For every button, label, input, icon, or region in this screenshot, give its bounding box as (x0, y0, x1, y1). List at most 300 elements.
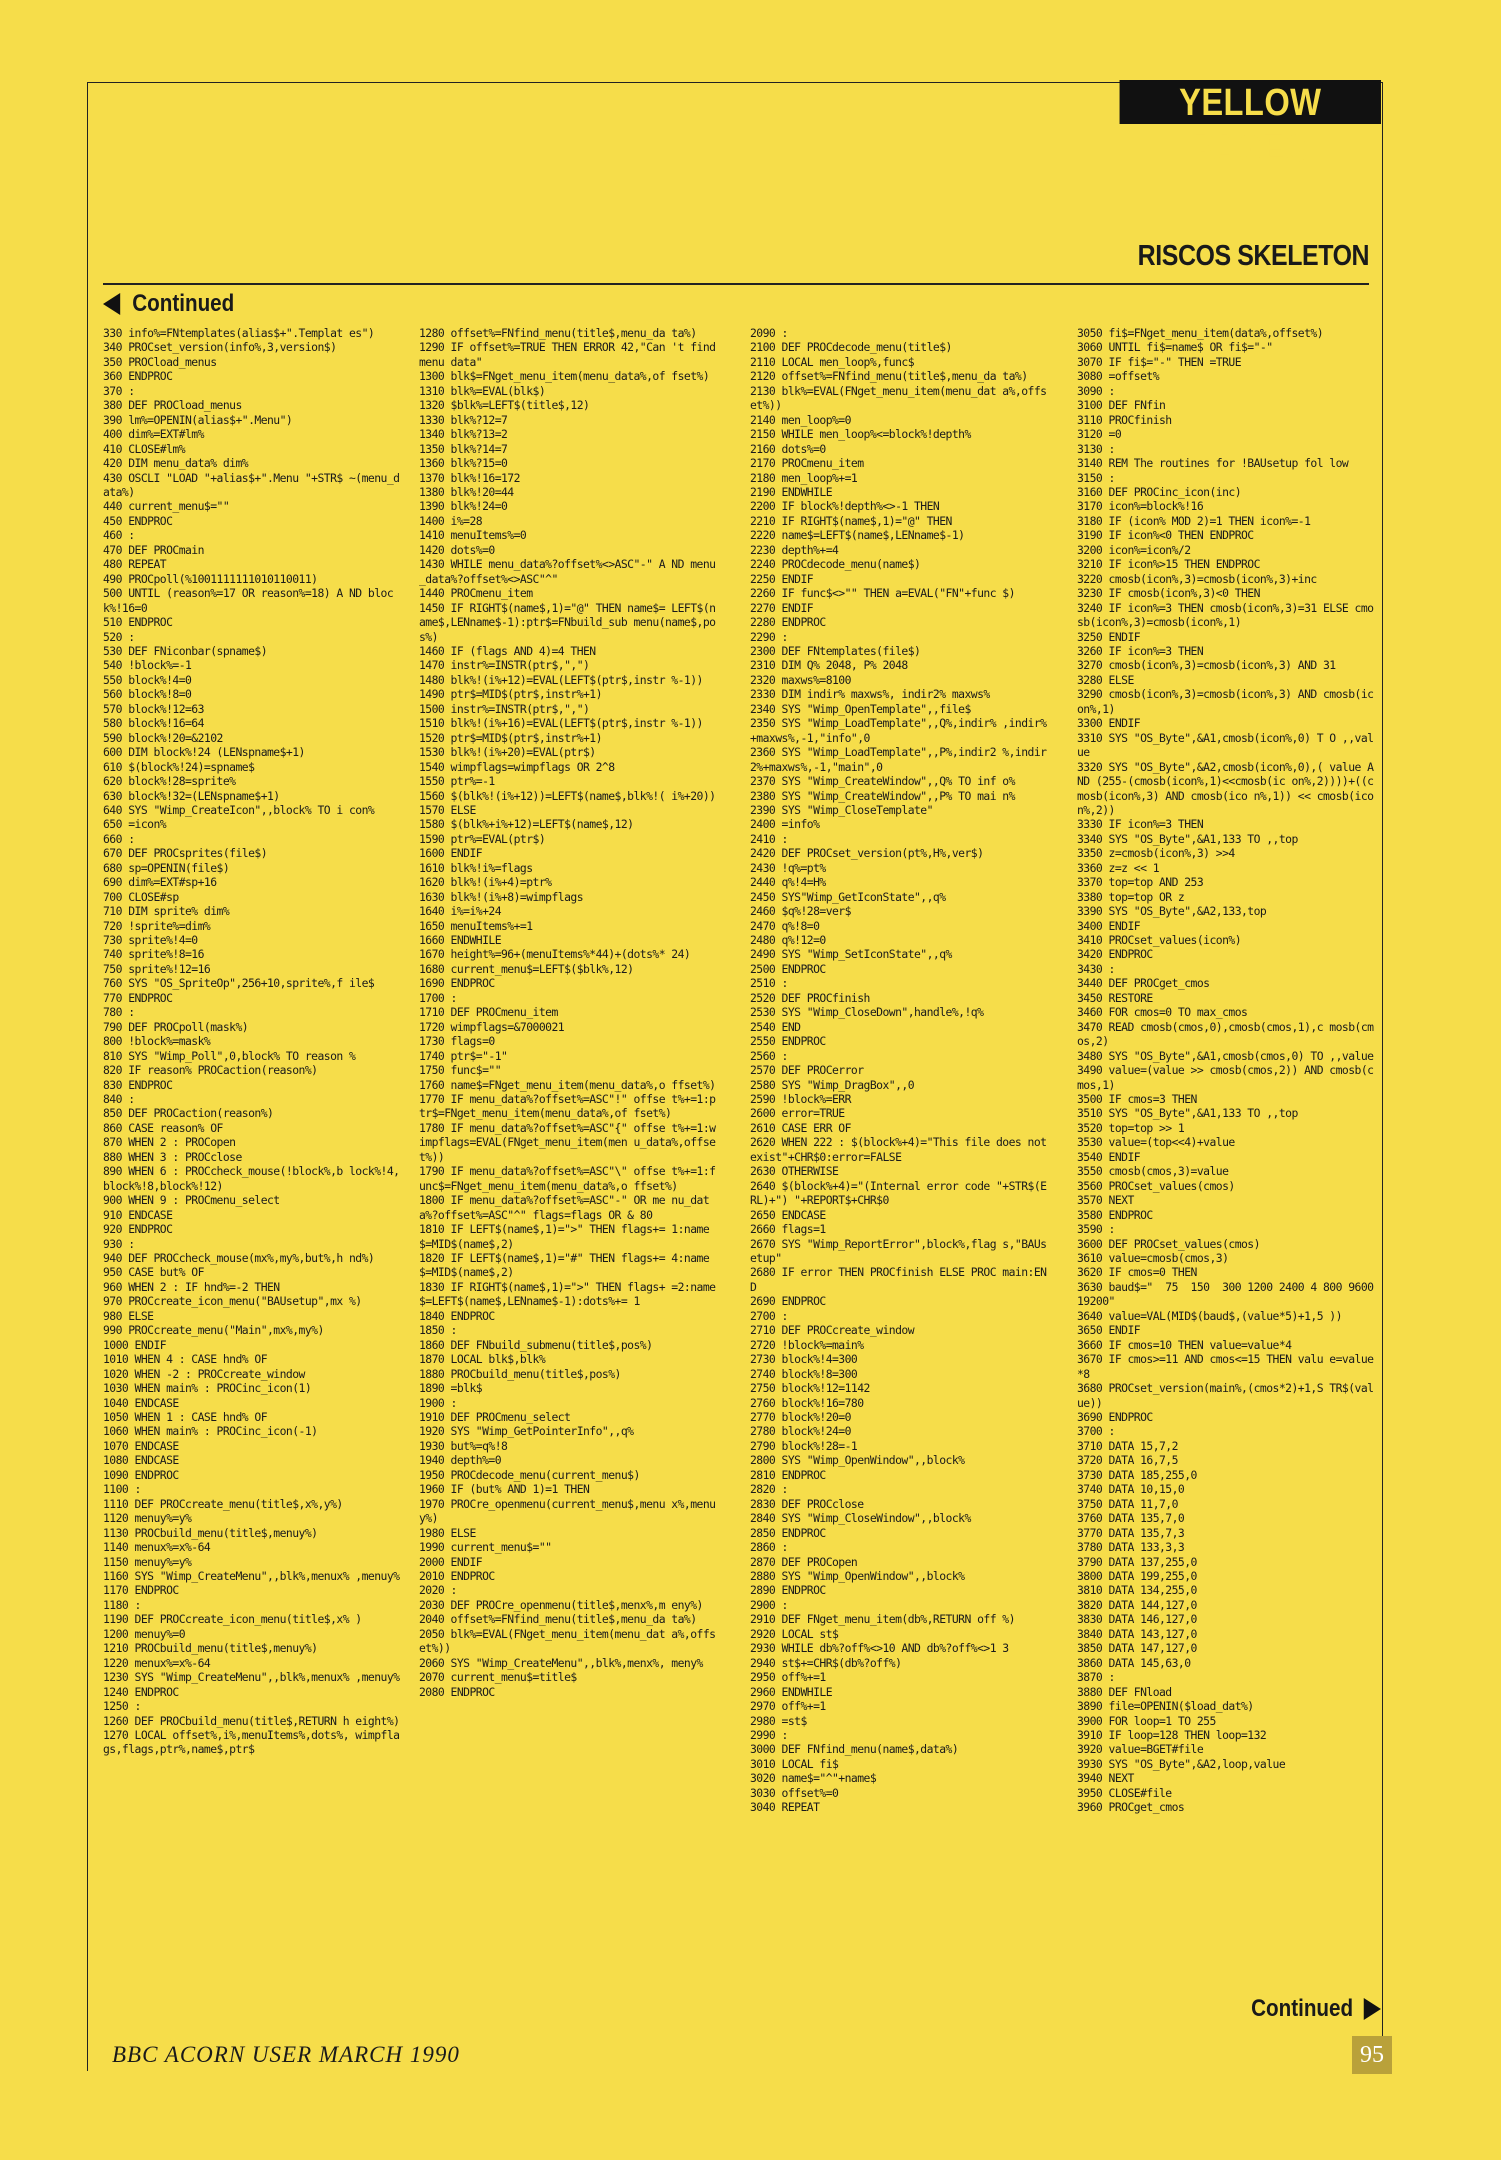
code-line: 1250 : (103, 1699, 141, 1714)
code-line: 2450 SYS"Wimp_GetIconState",,q% (750, 889, 946, 904)
code-line: 1330 blk%?12=7 (419, 412, 508, 427)
code-line: 3540 ENDIF (1077, 1149, 1141, 1164)
code-line: 3320 SYS "OS_Byte",&A2,cmosb(icon%,0),( value AND (255-(cmosb(icon%,1)<<cmosb(ic on%,2))))+((cmosb(icon%,3) AND cmosb(ico n%,1)) << cmosb(icon%,2)) (1077, 759, 1374, 817)
code-line: 1340 blk%?13=2 (419, 427, 508, 442)
code-line: 2220 name$=LEFT$(name$,LENname$-1) (750, 528, 965, 543)
code-line: 1350 blk%?14=7 (419, 441, 508, 456)
code-line: 3480 SYS "OS_Byte",&A1,cmosb(cmos,0) TO ,,value (1077, 1048, 1374, 1063)
code-line: 470 DEF PROCmain (103, 542, 204, 557)
code-line: 990 PROCcreate_menu("Main",mx%,my%) (103, 1323, 324, 1338)
code-line: 2960 ENDWHILE (750, 1684, 833, 1699)
code-line: 3560 PROCset_values(cmos) (1077, 1178, 1235, 1193)
code-line: 3210 IF icon%>15 THEN ENDPROC (1077, 557, 1260, 572)
code-line: 2810 ENDPROC (750, 1467, 826, 1482)
code-line: 1470 instr%=INSTR(ptr$,",") (419, 658, 590, 673)
code-line: 3750 DATA 11,7,0 (1077, 1496, 1178, 1511)
code-line: 3600 DEF PROCset_values(cmos) (1077, 1236, 1260, 1251)
continued-footer (1251, 1995, 1381, 2023)
code-line: 1020 WHEN -2 : PROCcreate_window (103, 1366, 305, 1381)
article-title: RISCOS SKELETON (1137, 240, 1369, 272)
code-line: 3550 cmosb(cmos,3)=value (1077, 1164, 1229, 1179)
code-line: 460 : (103, 528, 135, 543)
code-line: 1190 DEF PROCcreate_icon_menu(title$,x% ) (103, 1612, 362, 1627)
code-line: 1530 blk%!(i%+20)=EVAL(ptr$) (419, 745, 596, 760)
code-line: 3460 FOR cmos=0 TO max_cmos (1077, 1005, 1248, 1020)
code-line: 3520 top=top >> 1 (1077, 1120, 1185, 1135)
code-line: 2020 : (419, 1583, 457, 1598)
code-line: 1390 blk%!24=0 (419, 499, 508, 514)
code-line: 2780 block%!24=0 (750, 1424, 851, 1439)
code-line: 3250 ENDIF (1077, 629, 1141, 644)
code-line: 3510 SYS "OS_Byte",&A1,133 TO ,,top (1077, 1106, 1298, 1121)
code-line: 3960 PROCget_cmos (1077, 1800, 1185, 1815)
code-line: 2620 WHEN 222 : $(block%+4)="This file does not exist"+CHR$0:error=FALSE (750, 1135, 1053, 1164)
code-line: 3530 value=(top<<4)+value (1077, 1135, 1235, 1150)
code-line: 2680 IF error THEN PROCfinish ELSE PROC main:END (750, 1265, 1047, 1294)
code-line: 3860 DATA 145,63,0 (1077, 1655, 1191, 1670)
code-line: 940 DEF PROCcheck_mouse(mx%,my%,but%,h nd%) (103, 1251, 375, 1265)
code-line: 770 ENDPROC (103, 990, 173, 1005)
code-line: 2650 ENDCASE (750, 1207, 826, 1222)
code-line: 1070 ENDCASE (103, 1438, 179, 1453)
code-line: 440 current_menu$="" (103, 499, 230, 514)
page-number: 95 (1352, 2036, 1392, 2074)
code-line: 2670 SYS "Wimp_ReportError",block%,flag s,"BAUsetup" (750, 1236, 1047, 1265)
code-line: 1980 ELSE (419, 1525, 476, 1540)
code-line: 1300 blk$=FNget_menu_item(menu_data%,of fset%) (419, 369, 710, 384)
code-line: 2050 blk%=EVAL(FNget_menu_item(menu_dat a%,offset%)) (419, 1626, 716, 1656)
code-line: 1050 WHEN 1 : CASE hnd% OF (103, 1409, 268, 1424)
code-line: 2900 : (750, 1597, 788, 1612)
code-line: 2560 : (750, 1048, 788, 1063)
code-line: 540 !block%=-1 (103, 658, 192, 673)
code-line: 3130 : (1077, 441, 1115, 456)
code-line: 1480 blk%!(i%+12)=EVAL(LEFT$(ptr$,instr %-1)) (419, 672, 703, 687)
code-line: 2100 DEF PROCdecode_menu(title$) (750, 340, 952, 355)
code-line: 1770 IF menu_data%?offset%=ASC"!" offse t%+=1:ptr$=FNget_menu_item(menu_data%,of fset%) (419, 1092, 716, 1121)
code-line: 1140 menux%=x%-64 (103, 1540, 211, 1555)
code-line: 370 : (103, 383, 135, 398)
code-line: 3580 ENDPROC (1077, 1207, 1153, 1222)
code-line: 2090 : (750, 326, 788, 340)
code-line: 3300 ENDIF (1077, 716, 1141, 731)
code-line: 3690 ENDPROC (1077, 1409, 1153, 1424)
code-line: 2350 SYS "Wimp_LoadTemplate",,Q%,indir% ,indir%+maxws%,-1,"info",0 (750, 716, 1047, 745)
code-line: 2330 DIM indir% maxws%, indir2% maxws% (750, 687, 990, 702)
code-line: 3230 IF cmosb(icon%,3)<0 THEN (1077, 586, 1260, 601)
code-line: 360 ENDPROC (103, 369, 173, 384)
code-line: 2380 SYS "Wimp_CreateWindow",,P% TO mai n% (750, 788, 1015, 803)
code-line: 2590 !block%=ERR (750, 1092, 851, 1107)
code-column-3 (750, 326, 1053, 2016)
code-line: 3100 DEF FNfin (1077, 398, 1166, 413)
code-line: 2410 : (750, 831, 788, 846)
code-line: 3060 UNTIL fi$=name$ OR fi$="-" (1077, 340, 1273, 355)
code-line: 2060 SYS "Wimp_CreateMenu",,blk%,menx%, meny% (419, 1655, 703, 1670)
code-line: 2600 error=TRUE (750, 1106, 845, 1121)
code-line: 3810 DATA 134,255,0 (1077, 1583, 1197, 1598)
code-line: 2540 END (750, 1019, 801, 1034)
code-line: 790 DEF PROCpoll(mask%) (103, 1019, 249, 1034)
code-line: 1910 DEF PROCmenu_select (419, 1409, 571, 1424)
code-line: 1290 IF offset%=TRUE THEN ERROR 42,"Can 't find menu data" (419, 340, 722, 369)
code-line: 1920 SYS "Wimp_GetPointerInfo",,q% (419, 1424, 634, 1439)
code-line: 2940 st$+=CHR$(db%?off%) (750, 1655, 902, 1670)
code-line: 3630 baud$=" 75 150 300 1200 2400 4 800 960019200" (1077, 1279, 1374, 1309)
code-line: 1310 blk%=EVAL(blk$) (419, 383, 546, 398)
code-line: 1830 IF RIGHT$(name$,1)=">" THEN flags+ =2:name$=LEFT$(name$,LENname$-1):dots%+= 1 (419, 1279, 716, 1309)
code-line: 3700 : (1077, 1424, 1115, 1439)
code-line: 3870 : (1077, 1670, 1115, 1685)
code-line: 1690 ENDPROC (419, 976, 495, 991)
code-line: 740 sprite%!8=16 (103, 947, 204, 962)
code-line: 720 !sprite%=dim% (103, 918, 211, 933)
code-line: 2360 SYS "Wimp_LoadTemplate",,P%,indir2 %,indir2%+maxws%,-1,"main",0 (750, 745, 1047, 774)
code-line: 2400 =info% (750, 817, 820, 832)
code-line: 1500 instr%=INSTR(ptr$,",") (419, 701, 590, 716)
code-line: 3030 offset%=0 (750, 1785, 839, 1800)
code-line: 820 IF reason% PROCaction(reason%) (103, 1063, 318, 1078)
code-line: 590 block%!20=&2102 (103, 730, 223, 745)
code-line: 3840 DATA 143,127,0 (1077, 1626, 1197, 1641)
code-line: 1700 : (419, 990, 457, 1005)
code-line: 2580 SYS "Wimp_DragBox",,0 (750, 1077, 915, 1092)
code-line: 3040 REPEAT (750, 1800, 820, 1815)
right-arrow-icon (1364, 1998, 1381, 2020)
code-line: 3620 IF cmos=0 THEN (1077, 1265, 1197, 1280)
code-line: 860 CASE reason% OF (103, 1120, 223, 1135)
code-line: 750 sprite%!12=16 (103, 961, 211, 976)
code-line: 1540 wimpflags=wimpflags OR 2^8 (419, 759, 615, 774)
code-line: 2850 ENDPROC (750, 1525, 826, 1540)
code-line: 3140 REM The routines for !BAUsetup fol low (1077, 456, 1349, 471)
code-line: 2030 DEF PROCre_openmenu(title$,menx%,m eny%) (419, 1597, 703, 1612)
code-line: 2310 DIM Q% 2048, P% 2048 (750, 658, 908, 673)
code-line: 3650 ENDIF (1077, 1323, 1141, 1338)
code-line: 2130 blk%=EVAL(FNget_menu_item(menu_dat a%,offset%)) (750, 383, 1047, 413)
code-line: 3160 DEF PROCinc_icon(inc) (1077, 484, 1242, 499)
code-line: 880 WHEN 3 : PROCclose (103, 1149, 242, 1164)
code-line: 2110 LOCAL men_loop%,func$ (750, 354, 915, 369)
code-line: 3390 SYS "OS_Byte",&A2,133,top (1077, 904, 1267, 919)
code-line: 2210 IF RIGHT$(name$,1)="@" THEN (750, 513, 952, 528)
code-line: 3730 DATA 185,255,0 (1077, 1467, 1197, 1482)
code-column-1 (103, 326, 403, 2016)
code-line: 970 PROCcreate_icon_menu("BAUsetup",mx %) (103, 1294, 362, 1309)
code-line: 610 $(block%!24)=spname$ (103, 759, 255, 774)
code-line: 330 info%=FNtemplates(alias$+".Templat es") (103, 326, 375, 340)
code-line: 580 block%!16=64 (103, 716, 204, 731)
code-line: 2230 depth%+=4 (750, 542, 839, 557)
code-line: 3410 PROCset_values(icon%) (1077, 933, 1242, 948)
code-line: 2570 DEF PROCerror (750, 1063, 864, 1078)
code-line: 3610 value=cmosb(cmos,3) (1077, 1251, 1229, 1265)
code-line: 2040 offset%=FNfind_menu(title$,menu_da ta%) (419, 1612, 697, 1627)
code-line: 3910 IF loop=128 THEN loop=132 (1077, 1727, 1267, 1742)
code-line: 3770 DATA 135,7,3 (1077, 1525, 1185, 1540)
code-line: 1030 WHEN main% : PROCinc_icon(1) (103, 1381, 312, 1396)
code-line: 1880 PROCbuild_menu(title$,pos%) (419, 1366, 621, 1381)
code-line: 2080 ENDPROC (419, 1684, 495, 1699)
code-line: 1170 ENDPROC (103, 1583, 179, 1598)
code-line: 1100 : (103, 1482, 141, 1497)
code-line: 3020 name$="^"+name$ (750, 1771, 877, 1786)
code-line: 430 OSCLI "LOAD "+alias$+".Menu "+STR$ ~(menu_data%) (103, 470, 400, 499)
code-line: 2270 ENDIF (750, 600, 814, 615)
code-line: 1520 ptr$=MID$(ptr$,instr%+1) (419, 730, 602, 745)
code-line: 3640 value=VAL(MID$(baud$,(value*5)+1,5 )) (1077, 1308, 1342, 1323)
code-line: 3890 file=OPENIN($load_dat%) (1077, 1699, 1254, 1714)
code-line: 2260 IF func$<>"" THEN a=EVAL("FN"+func $) (750, 586, 1015, 601)
code-line: 2460 $q%!28=ver$ (750, 904, 851, 919)
code-line: 2070 current_menu$=title$ (419, 1670, 577, 1685)
code-line: 3570 NEXT (1077, 1193, 1134, 1208)
code-line: 810 SYS "Wimp_Poll",0,block% TO reason % (103, 1048, 356, 1063)
code-line: 550 block%!4=0 (103, 672, 192, 687)
code-line: 1380 blk%!20=44 (419, 484, 514, 499)
code-line: 1260 DEF PROCbuild_menu(title$,RETURN h eight%) (103, 1713, 400, 1728)
code-line: 1970 PROCre_openmenu(current_menu$,menu x%,menuy%) (419, 1496, 716, 1526)
code-line: 3490 value=(value >> cmosb(cmos,2)) AND cmosb(cmos,1) (1077, 1063, 1374, 1092)
code-line: 2730 block%!4=300 (750, 1352, 858, 1367)
code-line: 3720 DATA 16,7,5 (1077, 1453, 1178, 1468)
code-line: 2990 : (750, 1727, 788, 1742)
code-line: 1110 DEF PROCcreate_menu(title$,x%,y%) (103, 1496, 343, 1511)
code-line: 410 CLOSE#lm% (103, 441, 186, 456)
code-line: 2640 $(block%+4)="(Internal error code "+STR$(ERL)+") "+REPORT$+CHR$0 (750, 1178, 1047, 1208)
code-line: 3070 IF fi$="-" THEN =TRUE (1077, 354, 1242, 369)
code-line: 760 SYS "OS_SpriteOp",256+10,sprite%,f ile$ (103, 976, 375, 991)
code-line: 2610 CASE ERR OF (750, 1120, 851, 1135)
code-line: 1440 PROCmenu_item (419, 586, 533, 601)
section-banner: YELLOW PAGES (1120, 80, 1381, 124)
code-line: 3920 value=BGET#file (1077, 1742, 1204, 1757)
code-line: 800 !block%=mask% (103, 1034, 211, 1049)
code-line: 1780 IF menu_data%?offset%=ASC"{" offse t%+=1:wimpflags=EVAL(FNget_menu_item(men u_data%,offset%)) (419, 1120, 716, 1164)
code-line: 3370 top=top AND 253 (1077, 875, 1204, 890)
code-line: 340 PROCset_version(info%,3,version$) (103, 340, 337, 355)
code-line: 3290 cmosb(icon%,3)=cmosb(icon%,3) AND cmosb(icon%,1) (1077, 687, 1374, 716)
code-line: 890 WHEN 6 : PROCcheck_mouse(!block%,b lock%!4,block%!8,block%!12) (103, 1164, 400, 1193)
code-line: 2830 DEF PROCclose (750, 1496, 864, 1511)
code-line: 490 PROCpoll(%1001111111010110011) (103, 571, 318, 586)
code-line: 2710 DEF PROCcreate_window (750, 1323, 915, 1338)
code-line: 3110 PROCfinish (1077, 412, 1172, 427)
code-line: 2000 ENDIF (419, 1554, 483, 1569)
code-column-4 (1077, 326, 1377, 2016)
code-line: 2140 men_loop%=0 (750, 412, 851, 427)
code-line: 1870 LOCAL blk$,blk% (419, 1352, 546, 1367)
code-line: 690 dim%=EXT#sp+16 (103, 875, 217, 890)
code-line: 1460 IF (flags AND 4)=4 THEN (419, 643, 596, 658)
code-line: 840 : (103, 1092, 135, 1107)
code-line: 3340 SYS "OS_Byte",&A1,133 TO ,,top (1077, 831, 1298, 846)
code-line: 2520 DEF PROCfinish (750, 990, 870, 1005)
code-line: 2690 ENDPROC (750, 1294, 826, 1309)
code-line: 2760 block%!16=780 (750, 1395, 864, 1410)
code-line: 1570 ELSE (419, 802, 476, 817)
code-line: 2880 SYS "Wimp_OpenWindow",,block% (750, 1568, 965, 1583)
code-line: 3280 ELSE (1077, 672, 1134, 687)
code-line: 450 ENDPROC (103, 513, 173, 528)
code-line: 3090 : (1077, 383, 1115, 398)
code-line: 1940 depth%=0 (419, 1453, 502, 1468)
code-line: 1850 : (419, 1323, 457, 1338)
code-line: 1680 current_menu$=LEFT$($blk%,12) (419, 961, 634, 976)
code-line: 1930 but%=q%!8 (419, 1438, 508, 1453)
code-line: 1750 func$="" (419, 1063, 502, 1078)
code-line: 3120 =0 (1077, 427, 1122, 442)
code-line: 620 block%!28=sprite% (103, 774, 236, 789)
code-line: 2370 SYS "Wimp_CreateWindow",,Q% TO inf o% (750, 774, 1015, 789)
code-line: 2950 off%+=1 (750, 1670, 826, 1685)
code-line: 3440 DEF PROCget_cmos (1077, 976, 1210, 991)
code-line: 3000 DEF FNfind_menu(name$,data%) (750, 1742, 959, 1757)
code-line: 3180 IF (icon% MOD 2)=1 THEN icon%=-1 (1077, 513, 1311, 528)
code-line: 1640 i%=i%+24 (419, 904, 502, 919)
code-line: 2840 SYS "Wimp_CloseWindow",,block% (750, 1511, 971, 1526)
code-line: 1760 name$=FNget_menu_item(menu_data%,o ffset%) (419, 1077, 716, 1092)
code-line: 2340 SYS "Wimp_OpenTemplate",,file$ (750, 701, 971, 716)
code-line: 3350 z=cmosb(icon%,3) >>4 (1077, 846, 1235, 861)
code-line: 960 WHEN 2 : IF hnd%=-2 THEN (103, 1279, 280, 1294)
code-line: 1080 ENDCASE (103, 1453, 179, 1468)
code-line: 1430 WHILE menu_data%?offset%<>ASC"-" A ND menu_data%?offset%<>ASC"^" (419, 557, 716, 586)
code-line: 1210 PROCbuild_menu(title$,menuy%) (103, 1641, 318, 1656)
code-line: 2700 : (750, 1308, 788, 1323)
code-line: 3310 SYS "OS_Byte",&A1,cmosb(icon%,0) T O ,,value (1077, 730, 1374, 760)
code-line: 1420 dots%=0 (419, 542, 495, 557)
code-line: 3760 DATA 135,7,0 (1077, 1511, 1185, 1526)
code-line: 3420 ENDPROC (1077, 947, 1153, 962)
code-line: 3930 SYS "OS_Byte",&A2,loop,value (1077, 1756, 1286, 1771)
code-line: 1660 ENDWHILE (419, 933, 502, 948)
code-line: 2170 PROCmenu_item (750, 456, 864, 471)
code-line: 2430 !q%=pt% (750, 860, 826, 875)
code-line: 780 : (103, 1005, 135, 1020)
code-line: 3200 icon%=icon%/2 (1077, 542, 1191, 557)
code-line: 630 block%!32=(LENspname$+1) (103, 788, 280, 803)
code-line: 3450 RESTORE (1077, 990, 1153, 1005)
code-line: 3430 : (1077, 961, 1115, 976)
code-line: 2910 DEF FNget_menu_item(db%,RETURN off %) (750, 1612, 1015, 1627)
code-line: 2190 ENDWHILE (750, 484, 833, 499)
code-line: 910 ENDCASE (103, 1207, 173, 1222)
code-line: 3380 top=top OR z (1077, 889, 1185, 904)
code-line: 1160 SYS "Wimp_CreateMenu",,blk%,menux% ,menuy% (103, 1568, 400, 1583)
code-line: 2120 offset%=FNfind_menu(title$,menu_da ta%) (750, 369, 1028, 384)
code-line: 3220 cmosb(icon%,3)=cmosb(icon%,3)+inc (1077, 571, 1317, 586)
code-line: 1900 : (419, 1395, 457, 1410)
code-line: 500 UNTIL (reason%=17 OR reason%=18) A ND block%!16=0 (103, 586, 394, 615)
code-line: 3150 : (1077, 470, 1115, 485)
code-line: 1950 PROCdecode_menu(current_menu$) (419, 1467, 640, 1482)
code-line: 1600 ENDIF (419, 846, 483, 861)
code-line: 1200 menuy%=0 (103, 1626, 186, 1641)
code-line: 1710 DEF PROCmenu_item (419, 1005, 558, 1020)
code-line: 850 DEF PROCaction(reason%) (103, 1106, 274, 1121)
continued-label: Continued (1251, 1995, 1354, 2022)
code-line: 1040 ENDCASE (103, 1395, 179, 1410)
code-line: 2440 q%!4=H% (750, 875, 826, 890)
code-line: 1960 IF (but% AND 1)=1 THEN (419, 1482, 590, 1497)
code-line: 2920 LOCAL st$ (750, 1626, 839, 1641)
code-line: 1720 wimpflags=&7000021 (419, 1019, 565, 1034)
code-line: 650 =icon% (103, 817, 167, 832)
code-line: 1090 ENDPROC (103, 1467, 179, 1482)
code-line: 3010 LOCAL fi$ (750, 1756, 839, 1771)
code-line: 2280 ENDPROC (750, 615, 826, 630)
code-line: 2980 =st$ (750, 1713, 807, 1728)
code-line: 2420 DEF PROCset_version(pt%,H%,ver$) (750, 846, 984, 861)
code-line: 390 lm%=OPENIN(alias$+".Menu") (103, 412, 293, 427)
code-line: 1370 blk%!16=172 (419, 470, 520, 485)
code-line: 2970 off%+=1 (750, 1699, 826, 1714)
code-line: 1610 blk%!i%=flags (419, 860, 533, 875)
code-line: 920 ENDPROC (103, 1222, 173, 1237)
code-line: 2870 DEF PROCopen (750, 1554, 858, 1569)
code-line: 2390 SYS "Wimp_CloseTemplate" (750, 802, 933, 817)
code-line: 1810 IF LEFT$(name$,1)=">" THEN flags+= 1:name$=MID$(name$,2) (419, 1222, 710, 1251)
code-line: 3950 CLOSE#file (1077, 1785, 1172, 1800)
code-line: 2470 q%!8=0 (750, 918, 820, 933)
code-line: 400 dim%=EXT#lm% (103, 427, 204, 442)
code-line: 3820 DATA 144,127,0 (1077, 1597, 1197, 1612)
code-line: 1400 i%=28 (419, 513, 483, 528)
code-line: 1130 PROCbuild_menu(title$,menuy%) (103, 1525, 318, 1540)
code-line: 520 : (103, 629, 135, 644)
code-line: 670 DEF PROCsprites(file$) (103, 846, 268, 861)
code-column-2 (419, 326, 722, 2016)
code-line: 3080 =offset% (1077, 369, 1160, 384)
code-line: 1450 IF RIGHT$(name$,1)="@" THEN name$= LEFT$(name$,LENname$-1):ptr$=FNbuild_sub menu(name$,pos%) (419, 600, 716, 644)
code-line: 1270 LOCAL offset%,i%,menuItems%,dots%, wimpflags,flags,ptr%,name$,ptr$ (103, 1727, 400, 1757)
code-line: 1410 menuItems%=0 (419, 528, 527, 543)
code-line: 2300 DEF FNtemplates(file$) (750, 643, 921, 658)
code-line: 1060 WHEN main% : PROCinc_icon(-1) (103, 1424, 318, 1439)
code-line: 1220 menux%=x%-64 (103, 1655, 211, 1670)
code-line: 350 PROCload_menus (103, 354, 217, 369)
code-line: 1150 menuy%=y% (103, 1554, 192, 1569)
code-line: 1890 =blk$ (419, 1381, 483, 1396)
code-line: 930 : (103, 1236, 135, 1251)
code-line: 3740 DATA 10,15,0 (1077, 1482, 1185, 1497)
code-line: 3170 icon%=block%!16 (1077, 499, 1204, 514)
code-line: 3790 DATA 137,255,0 (1077, 1554, 1197, 1569)
code-line: 2800 SYS "Wimp_OpenWindow",,block% (750, 1453, 965, 1468)
code-line: 2290 : (750, 629, 788, 644)
continued-label: Continued (132, 290, 235, 317)
code-line: 2530 SYS "Wimp_CloseDown",handle%,!q% (750, 1005, 984, 1020)
code-line: 380 DEF PROCload_menus (103, 398, 242, 413)
code-line: 2160 dots%=0 (750, 441, 826, 456)
code-line: 660 : (103, 831, 135, 846)
code-line: 2500 ENDPROC (750, 961, 826, 976)
code-line: 1860 DEF FNbuild_submenu(title$,pos%) (419, 1337, 653, 1352)
code-line: 950 CASE but% OF (103, 1265, 204, 1280)
code-line: 1000 ENDIF (103, 1337, 167, 1352)
code-line: 2250 ENDIF (750, 571, 814, 586)
code-line: 1590 ptr%=EVAL(ptr$) (419, 831, 546, 846)
code-line: 510 ENDPROC (103, 615, 173, 630)
code-line: 3500 IF cmos=3 THEN (1077, 1092, 1197, 1107)
code-line: 1280 offset%=FNfind_menu(title$,menu_da ta%) (419, 326, 697, 340)
code-line: 1490 ptr$=MID$(ptr$,instr%+1) (419, 687, 602, 702)
code-line: 3240 IF icon%=3 THEN cmosb(icon%,3)=31 ELSE cmosb(icon%,3)=cmosb(icon%,1) (1077, 600, 1374, 630)
code-line: 1820 IF LEFT$(name$,1)="#" THEN flags+= 4:name$=MID$(name$,2) (419, 1251, 710, 1280)
code-line: 3360 z=z << 1 (1077, 860, 1160, 875)
code-line: 3780 DATA 133,3,3 (1077, 1540, 1185, 1555)
